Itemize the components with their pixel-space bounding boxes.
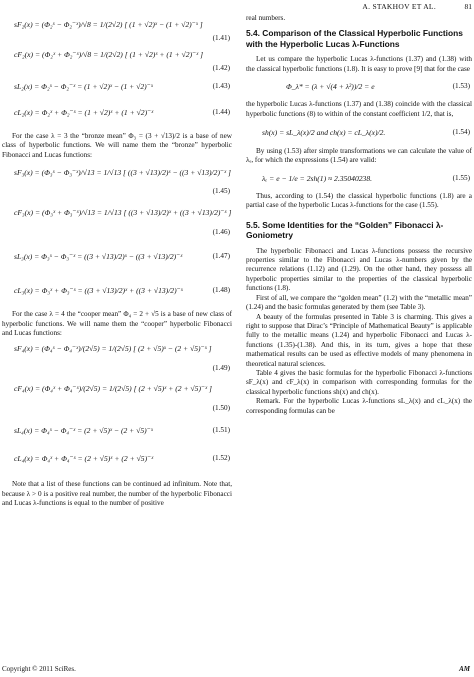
- equation-1-47: sL₃(x) = Φ₃ˣ − Φ₃⁻ˣ = ((3 + √13)/2)ˣ − ((3 + √13)/2)⁻ˣ (1.47): [14, 252, 230, 262]
- copyright: Copyright © 2011 SciRes.: [2, 665, 76, 673]
- equation-1-55: λₑ = e − 1/e = 2sh(1) ≈ 2.35040238. (1.55): [262, 173, 470, 183]
- equation-1-50: cF₄(x) = (Φ₄ˣ + Φ₄⁻ˣ)/(2√5) = 1/(2√5) [ (2 + √5)ˣ + (2 + √5)⁻ˣ ] (1.50): [14, 384, 230, 413]
- running-title: A. STAKHOV ET AL.: [362, 2, 436, 11]
- paragraph-5-5-d: Table 4 gives the basic formulas for the hyperbolic Fibonacci λ-functions sF_λ(x) and cF_λ(x) in comparison with corresponding formulas for the classical hyperbolic functions sh(x) and ch(x).: [246, 368, 472, 396]
- paragraph-note: Note that a list of these functions can be continued ad infinitum. Note that, because λ > 0 is a positive real number, the number of the hyperbolic Fibonacci and Lucas λ-functions is equal to the number of positive: [2, 480, 232, 508]
- paragraph-5-4-c: By using (1.53) after simple transformations we can calculate the value of λₑ, for which the expressions (1.54) are valid:: [246, 147, 472, 165]
- equation-1-53: Φ_λ* = (λ + √(4 + λ²))/2 = e (1.53): [286, 82, 470, 92]
- left-column: [2, 14, 232, 509]
- paragraph-5-5-c: A beauty of the formulas presented in Table 3 is charming. This gives a right to suppose that Dirac’s “Principle of Mathematical Beauty” is applicable fully to the metallic means (1.24) and hyperbolic Fibonacci and Lucas λ-functions (1.35)-(1.38). And this, in its turn, gives a hope that these mathematical results can be used as effective models of many phenomena in theoretical natural sciences.: [246, 312, 472, 368]
- paragraph-5-4-d: Thus, according to (1.54) the classical hyperbolic functions (1.8) are a partial case of the hyperbolic Lucas λ-functions for the case (1.55).: [246, 191, 472, 210]
- journal-abbrev: AM: [459, 665, 470, 673]
- equation-1-42: cF₂(x) = (Φ₂ˣ + Φ₂⁻ˣ)/√8 = 1/(2√2) [ (1 + √2)ˣ + (1 + √2)⁻ˣ ] (1.42): [14, 50, 230, 72]
- equation-1-41: sF₂(x) = (Φ₂ˣ − Φ₂⁻ˣ)/√8 = 1/(2√2) [ (1 + √2)ˣ − (1 + √2)⁻ˣ ] (1.41): [14, 20, 230, 42]
- page-footer: [0, 665, 474, 675]
- equation-1-45: sF₃(x) = (Φ₃ˣ − Φ₃⁻ˣ)/√13 = 1/√13 [ ((3 + √13)/2)ˣ − ((3 + √13)/2)⁻ˣ ] (1.45): [14, 168, 231, 196]
- paragraph-5-5-a: The hyperbolic Fibonacci and Lucas λ-functions possess the recursive properties similar to the Fibonacci and Lucas λ-numbers given by the recurrence relations (1.12) and (1.29). On the other hand, they possess all hyperbolic properties similar to the properties of the classical hyperbolic functions (1.8).: [246, 246, 472, 293]
- section-heading-5-4: 5.4. Comparison of the Classical Hyperbolic Functions with the Hyperbolic Lucas λ-Functions: [246, 28, 463, 49]
- paragraph-cooper-mean: For the case λ = 4 the “cooper mean” Φ₄ = 2 + √5 is a base of new class of hyperbolic functions. We will name them the “cooper” hyperbolic Fibonacci and Lucas functions:: [2, 310, 232, 338]
- equation-1-46: cF₃(x) = (Φ₃ˣ + Φ₃⁻ˣ)/√13 = 1/√13 [ ((3 + √13)/2)ˣ + ((3 + √13)/2)⁻ˣ ] (1.46): [14, 208, 232, 237]
- paragraph-5-5-b: First of all, we compare the “golden mean” (1.2) with the “metallic mean” (1.24) and the basic formulas generated by them (see Table 3).: [246, 293, 472, 312]
- right-column: [246, 14, 472, 416]
- paragraph-continued: real numbers.: [246, 14, 286, 22]
- paragraph-5-5-e: Remark. For the hyperbolic Lucas λ-functions sL_λ(x) and cL_λ(x) the corresponding formulas can be: [246, 397, 472, 415]
- paragraph-bronze-mean: For the case λ = 3 the “bronze mean” Φ₃ = (3 + √13)/2 is a base of new class of hyperbolic functions. We will name them the “bronze” hyperbolic Fibonacci and Lucas functions:: [2, 132, 232, 159]
- equation-1-49: sF₄(x) = (Φ₄ˣ − Φ₄⁻ˣ)/(2√5) = 1/(2√5) [ (2 + √5)ˣ − (2 + √5)⁻ˣ ] (1.49): [14, 344, 230, 373]
- section-heading-5-5: 5.5. Some Identities for the “Golden” Fibonacci λ-Goniometry: [246, 219, 444, 241]
- equation-1-43: sL₂(x) = Φ₂ˣ − Φ₂⁻ˣ = (1 + √2)ˣ − (1 + √2)⁻ˣ (1.43): [14, 82, 230, 91]
- page-header: [0, 2, 474, 12]
- equation-1-51: sL₄(x) = Φ₄ˣ − Φ₄⁻ˣ = (2 + √5)ˣ − (2 + √5)⁻ˣ (1.51): [14, 426, 230, 436]
- paragraph-5-4-b: the hyperbolic Lucas λ-functions (1.37) and (1.38) coincide with the classical hyperbolic functions (8) to within of the constant coefficient 1/2, that is,: [246, 100, 472, 118]
- equation-1-54: sh(x) = sL_λ(x)/2 and ch(x) = cL_λ(x)/2. (1.54): [262, 128, 470, 138]
- equation-1-48: cL₃(x) = Φ₃ˣ + Φ₃⁻ˣ = ((3 + √13)/2)ˣ + ((3 + √13)/2)⁻ˣ (1.48): [14, 286, 230, 296]
- equation-1-44: cL₂(x) = Φ₂ˣ + Φ₂⁻ˣ = (1 + √2)ˣ + (1 + √2)⁻ˣ (1.44): [14, 108, 230, 117]
- equation-1-52: cL₄(x) = Φ₄ˣ + Φ₄⁻ˣ = (2 + √5)ˣ + (2 + √5)⁻ˣ (1.52): [14, 454, 230, 464]
- paragraph-5-4-a: Let us compare the hyperbolic Lucas λ-functions (1.37) and (1.38) with the classical hyperbolic functions (1.8). It is easy to prove [9] that for the case: [246, 55, 472, 73]
- page-number: 81: [464, 2, 472, 11]
